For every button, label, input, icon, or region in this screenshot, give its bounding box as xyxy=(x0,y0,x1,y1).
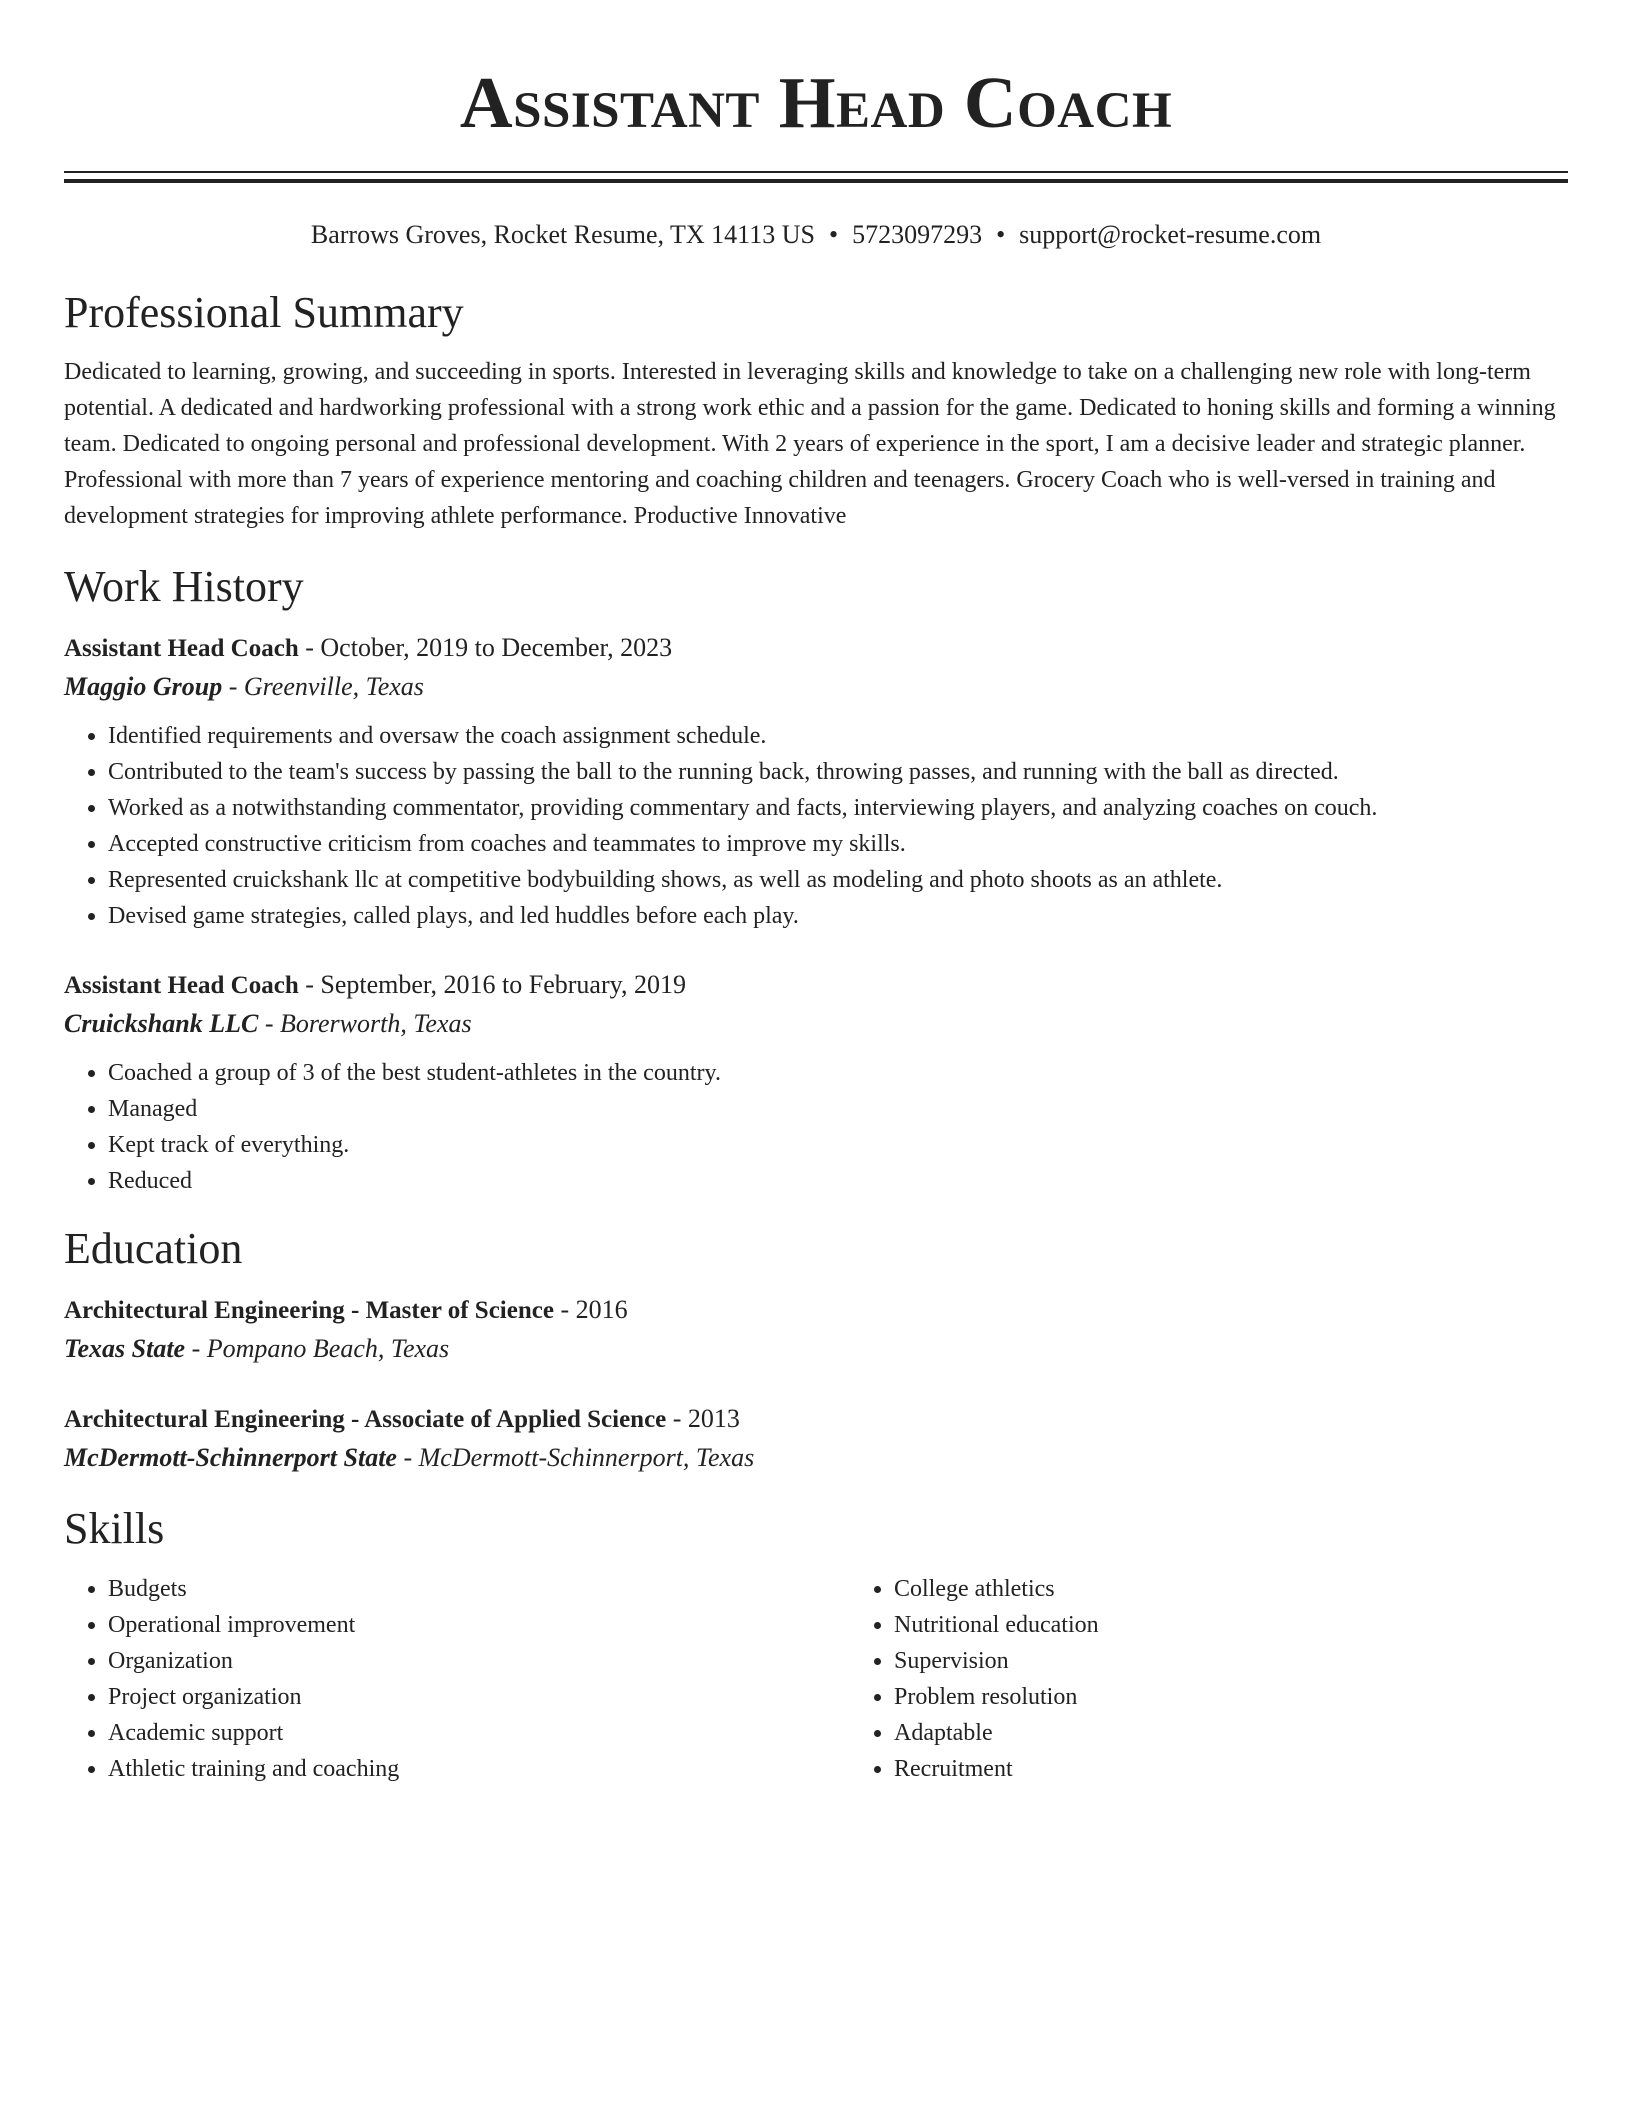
job-heading xyxy=(64,633,1568,664)
education-degree: Architectural Engineering - Associate of Applied Science xyxy=(64,1406,667,1433)
contact-address: Barrows Groves, Rocket Resume, TX 14113 US xyxy=(310,220,815,249)
education-school: McDermott-Schinnerport State xyxy=(64,1443,397,1472)
job-bullets xyxy=(64,1055,1568,1199)
job-entry xyxy=(64,970,1568,1199)
education-school: Texas State xyxy=(64,1334,186,1363)
skills-column-right xyxy=(850,1571,1632,1787)
skill-item: • Supervision xyxy=(894,1643,1632,1679)
resume-name: Assistant Head Coach xyxy=(459,62,1173,143)
list-item: • Coached a group of 3 of the best student-athletes in the country. xyxy=(108,1055,1568,1091)
education-location: - McDermott-Schinnerport, Texas xyxy=(396,1443,755,1472)
job-entry xyxy=(64,633,1568,934)
section-title-education: Education xyxy=(64,1224,243,1273)
job-role: Assistant Head Coach xyxy=(64,972,299,999)
education-location: - Pompano Beach, Texas xyxy=(185,1334,450,1363)
education-year: - 2016 xyxy=(553,1295,628,1324)
education-school-line xyxy=(64,1334,1568,1364)
education-heading xyxy=(64,1404,1568,1435)
job-employer xyxy=(64,672,1568,702)
job-location: - Greenville, Texas xyxy=(222,672,424,701)
contact-line xyxy=(64,220,1568,250)
header-divider-thin xyxy=(64,171,1568,173)
contact-separator: • xyxy=(996,220,1006,249)
summary-text: Dedicated to learning, growing, and succeeding in sports. Interested in leveraging skills and knowledge to take on a challenging new role with long-term potential. A dedicated and hardworking professional with a strong work ethic and a passion for the game. Dedicated to honing skills and forming a winning team. Dedicated to ongoing personal and professional development. With 2 years of experience in the sport, I am a decisive leader and strategic planner. Professional with more than 7 years of experience mentoring and coaching children and teenagers. Grocery Coach who is well-versed in training and development strategies for improving athlete performance. Productive Innovative xyxy=(64,359,1556,529)
list-item: • Identified requirements and oversaw the coach assignment schedule. xyxy=(108,718,1568,754)
job-company: Cruickshank LLC xyxy=(64,1009,259,1038)
list-item: • Contributed to the team's success by passing the ball to the running back, throwing passes, and running with the ball as directed. xyxy=(108,754,1568,790)
job-dates: - September, 2016 to February, 2019 xyxy=(298,970,686,999)
list-item: • Devised game strategies, called plays, and led huddles before each play. xyxy=(108,898,1568,934)
header-divider-thick xyxy=(64,179,1568,183)
list-item: • Represented cruickshank llc at competitive bodybuilding shows, as well as modeling and photo shoots as an athlete. xyxy=(108,862,1568,898)
skill-item: • Organization xyxy=(108,1643,850,1679)
section-title-summary: Professional Summary xyxy=(64,288,464,337)
education-school-line xyxy=(64,1443,1568,1473)
job-role: Assistant Head Coach xyxy=(64,635,299,662)
skills-grid xyxy=(64,1571,1568,1787)
skill-item: • Recruitment xyxy=(894,1751,1632,1787)
education-entry xyxy=(64,1404,1568,1473)
section-title-skills: Skills xyxy=(64,1504,165,1553)
skill-item: • Adaptable xyxy=(894,1715,1632,1751)
list-item: • Worked as a notwithstanding commentator, providing commentary and facts, interviewing players, and analyzing coaches on couch. xyxy=(108,790,1568,826)
job-bullets xyxy=(64,718,1568,934)
skill-item: • College athletics xyxy=(894,1571,1632,1607)
job-heading xyxy=(64,970,1568,1001)
list-item: • Kept track of everything. xyxy=(108,1127,1568,1163)
education-year: - 2013 xyxy=(666,1404,740,1433)
education-entry xyxy=(64,1295,1568,1364)
skill-item: • Budgets xyxy=(108,1571,850,1607)
skill-item: • Athletic training and coaching xyxy=(108,1751,850,1787)
contact-email: support@rocket-resume.com xyxy=(1019,220,1322,249)
list-item: • Reduced xyxy=(108,1163,1568,1199)
job-location: - Borerworth, Texas xyxy=(258,1009,472,1038)
job-employer xyxy=(64,1009,1568,1039)
list-item: • Accepted constructive criticism from coaches and teammates to improve my skills. xyxy=(108,826,1568,862)
education-degree: Architectural Engineering - Master of Science xyxy=(64,1297,554,1324)
skill-item: • Academic support xyxy=(108,1715,850,1751)
skill-item: • Problem resolution xyxy=(894,1679,1632,1715)
skill-item: • Nutritional education xyxy=(894,1607,1632,1643)
skills-column-left xyxy=(64,1571,850,1787)
resume-page xyxy=(64,0,1568,1787)
contact-phone: 5723097293 xyxy=(852,220,983,249)
education-heading xyxy=(64,1295,1568,1326)
contact-separator: • xyxy=(828,220,839,249)
skill-item: • Project organization xyxy=(108,1679,850,1715)
job-company: Maggio Group xyxy=(64,672,223,701)
list-item: • Managed xyxy=(108,1091,1568,1127)
skill-item: • Operational improvement xyxy=(108,1607,850,1643)
section-title-work-history: Work History xyxy=(64,562,304,611)
job-dates: - October, 2019 to December, 2023 xyxy=(298,633,673,662)
